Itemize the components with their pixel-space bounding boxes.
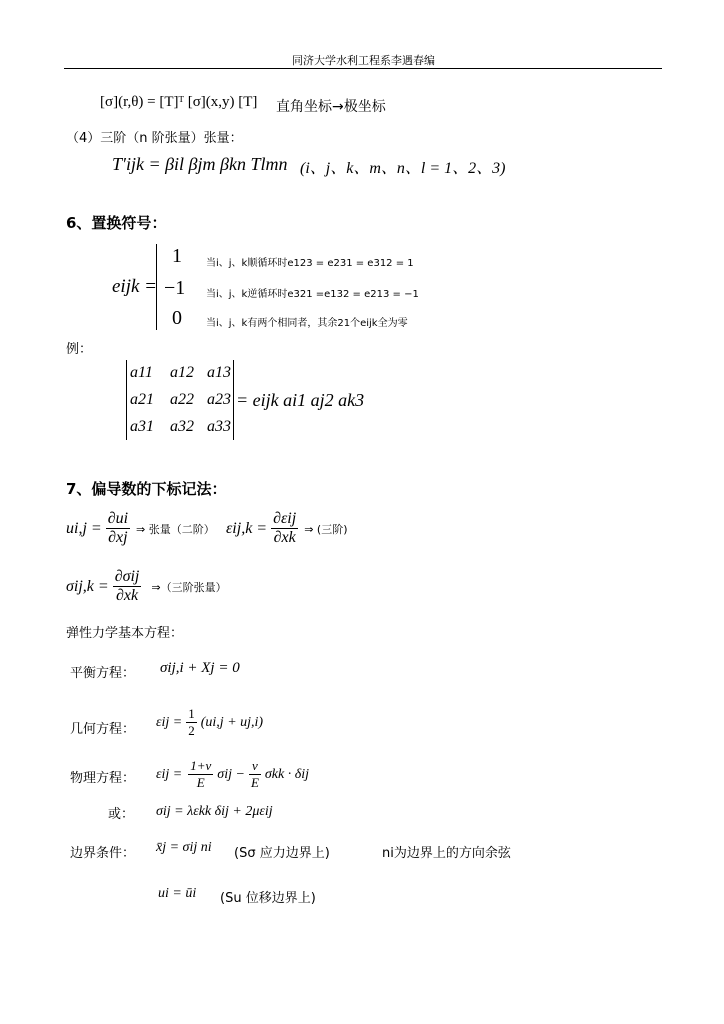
- geometric-rhs: (ui,j + uj,i): [200, 714, 264, 730]
- physical-denominator-2: E: [250, 775, 259, 790]
- eq2-lhs: εij,k =: [226, 519, 268, 537]
- eq1-lhs: ui,j =: [66, 519, 102, 537]
- section-7-title: 7、偏导数的下标记法：: [66, 480, 227, 498]
- tensor-range: (i、j、k、m、n、l = 1、2、3): [300, 160, 506, 177]
- geometric-lhs: εij =: [156, 714, 183, 730]
- section-6-title: 6、置换符号：: [66, 214, 167, 232]
- cases-brace: [156, 244, 157, 330]
- physical-denominator-1: E: [196, 775, 205, 790]
- eq1-note: ⇒ 张量（二阶）: [136, 522, 215, 536]
- eq3-denominator: ∂xk: [115, 587, 139, 604]
- eq2-numerator: ∂εij: [273, 510, 297, 527]
- physical-label: 物理方程：: [70, 771, 136, 786]
- eq3-note: ⇒（三阶张量）: [151, 580, 227, 594]
- case-value: −1: [164, 277, 186, 299]
- case-condition: 当i、j、k逆循环时e321 =e132 = e213 = −1: [206, 289, 419, 300]
- eq1-numerator: ∂ui: [107, 510, 129, 527]
- boundary-condition: (Sσ 应力边界上): [234, 846, 330, 861]
- geometric-label: 几何方程：: [70, 722, 136, 737]
- tensor-label: （4）三阶（n 阶张量）张量：: [66, 131, 243, 146]
- or-label: 或：: [108, 807, 135, 822]
- displacement-condition: (Su 位移边界上): [220, 891, 316, 906]
- equilibrium-equation: σij,i + Xj = 0: [160, 660, 240, 676]
- matrix-cell: a11: [130, 364, 153, 381]
- case-value: 1: [172, 245, 182, 267]
- case-value: 0: [172, 307, 182, 329]
- case-condition: 当i、j、k顺循环时e123 = e231 = e312 = 1: [206, 258, 414, 269]
- equilibrium-label: 平衡方程：: [70, 666, 136, 681]
- eq3-lhs: σij,k =: [66, 577, 109, 595]
- case-condition: 当i、j、k有两个相同者，其余21个eijk全为零: [206, 318, 408, 329]
- matrix-cell: a22: [170, 391, 194, 408]
- matrix-cell: a21: [130, 391, 154, 408]
- page-header: 同济大学水利工程系李遇春编: [292, 54, 435, 67]
- physical-numerator-2: v: [249, 758, 261, 775]
- displacement-equation: ui = ūi: [158, 886, 197, 901]
- matrix-cell: a33: [207, 418, 231, 435]
- boundary-note: ni为边界上的方向余弦: [382, 846, 511, 861]
- transform-equation: [σ](r,θ) = [T]ᵀ [σ](x,y) [T]: [100, 94, 258, 110]
- elastic-title: 弹性力学基本方程：: [66, 626, 184, 641]
- header-rule: [64, 68, 662, 69]
- example-label: 例：: [66, 342, 93, 357]
- physical-rhs: σkk · δij: [264, 766, 310, 782]
- boundary-equation: x̄j = σij ni: [156, 840, 212, 855]
- eq2-denominator: ∂xk: [273, 529, 296, 546]
- physical-mid: σij −: [217, 766, 245, 782]
- physical-numerator-1: 1+v: [190, 758, 212, 773]
- physical-lhs: εij =: [156, 766, 183, 782]
- transform-note: 直角坐标→极坐标: [276, 99, 386, 115]
- eq2-note: ⇒ (三阶): [304, 522, 348, 536]
- matrix-cell: a12: [170, 364, 194, 381]
- matrix-cell: a13: [207, 364, 231, 381]
- geometric-denominator: 2: [188, 723, 195, 738]
- boundary-label: 边界条件：: [70, 846, 136, 861]
- eq3-numerator: ∂σij: [114, 568, 140, 585]
- matrix-cell: a32: [170, 418, 194, 435]
- permutation-lhs: eijk =: [112, 276, 157, 297]
- tensor-equation: T′ijk = βil βjm βkn Tlmn: [112, 154, 288, 174]
- matrix-cell: a31: [130, 418, 154, 435]
- geometric-numerator: 1: [188, 706, 195, 721]
- determinant-rhs: = eijk ai1 aj2 ak3: [236, 390, 365, 410]
- matrix-cell: a23: [207, 391, 231, 408]
- eq1-denominator: ∂xj: [108, 529, 128, 546]
- or-equation: σij = λεkk δij + 2μεij: [156, 804, 273, 819]
